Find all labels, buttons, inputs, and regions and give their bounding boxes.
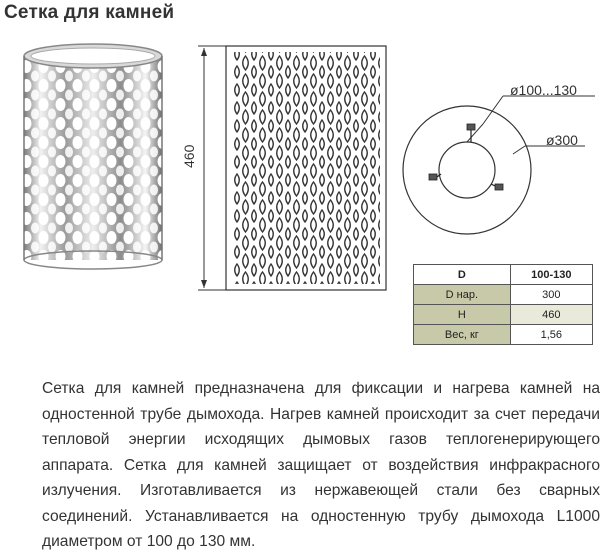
side-drawing — [186, 36, 396, 298]
specs-value: 460 — [510, 305, 592, 325]
specs-table — [413, 264, 593, 345]
height-dimension-label: 460 — [181, 144, 197, 168]
page-title: Сетка для камней — [4, 2, 175, 23]
specs-header-param: D — [414, 265, 511, 285]
specs-value: 1,56 — [510, 325, 592, 345]
product-photo — [18, 38, 168, 270]
description-text: Сетка для камней предназначена для фиксации и нагрева камней на одностенной трубе дымохода. Нагрев камней происходит за счет передачи тепловой энергии исходящих дымовых газов теплогенерирующего аппарата. Сетка для камней защищает от воздействия инфракрасного излучения. Изготавливается из нержавеющей стали без сварных соединений. Устанавливается на одностенную трубу дымохода L1000 диаметром от 100 до 130 мм. — [42, 380, 600, 550]
specs-param: H — [414, 305, 511, 325]
specs-value: 300 — [510, 285, 592, 305]
outer-diameter-label: ø300 — [546, 132, 578, 148]
specs-param: Вес, кг — [414, 325, 511, 345]
specs-param: D нар. — [414, 285, 511, 305]
specs-row — [414, 285, 593, 305]
specs-header-value: 100-130 — [510, 265, 592, 285]
specs-row — [414, 305, 593, 325]
top-view-drawing — [395, 74, 600, 254]
specs-row — [414, 325, 593, 345]
inner-diameter-label: ø100...130 — [510, 82, 577, 98]
specs-header-row — [414, 265, 593, 285]
